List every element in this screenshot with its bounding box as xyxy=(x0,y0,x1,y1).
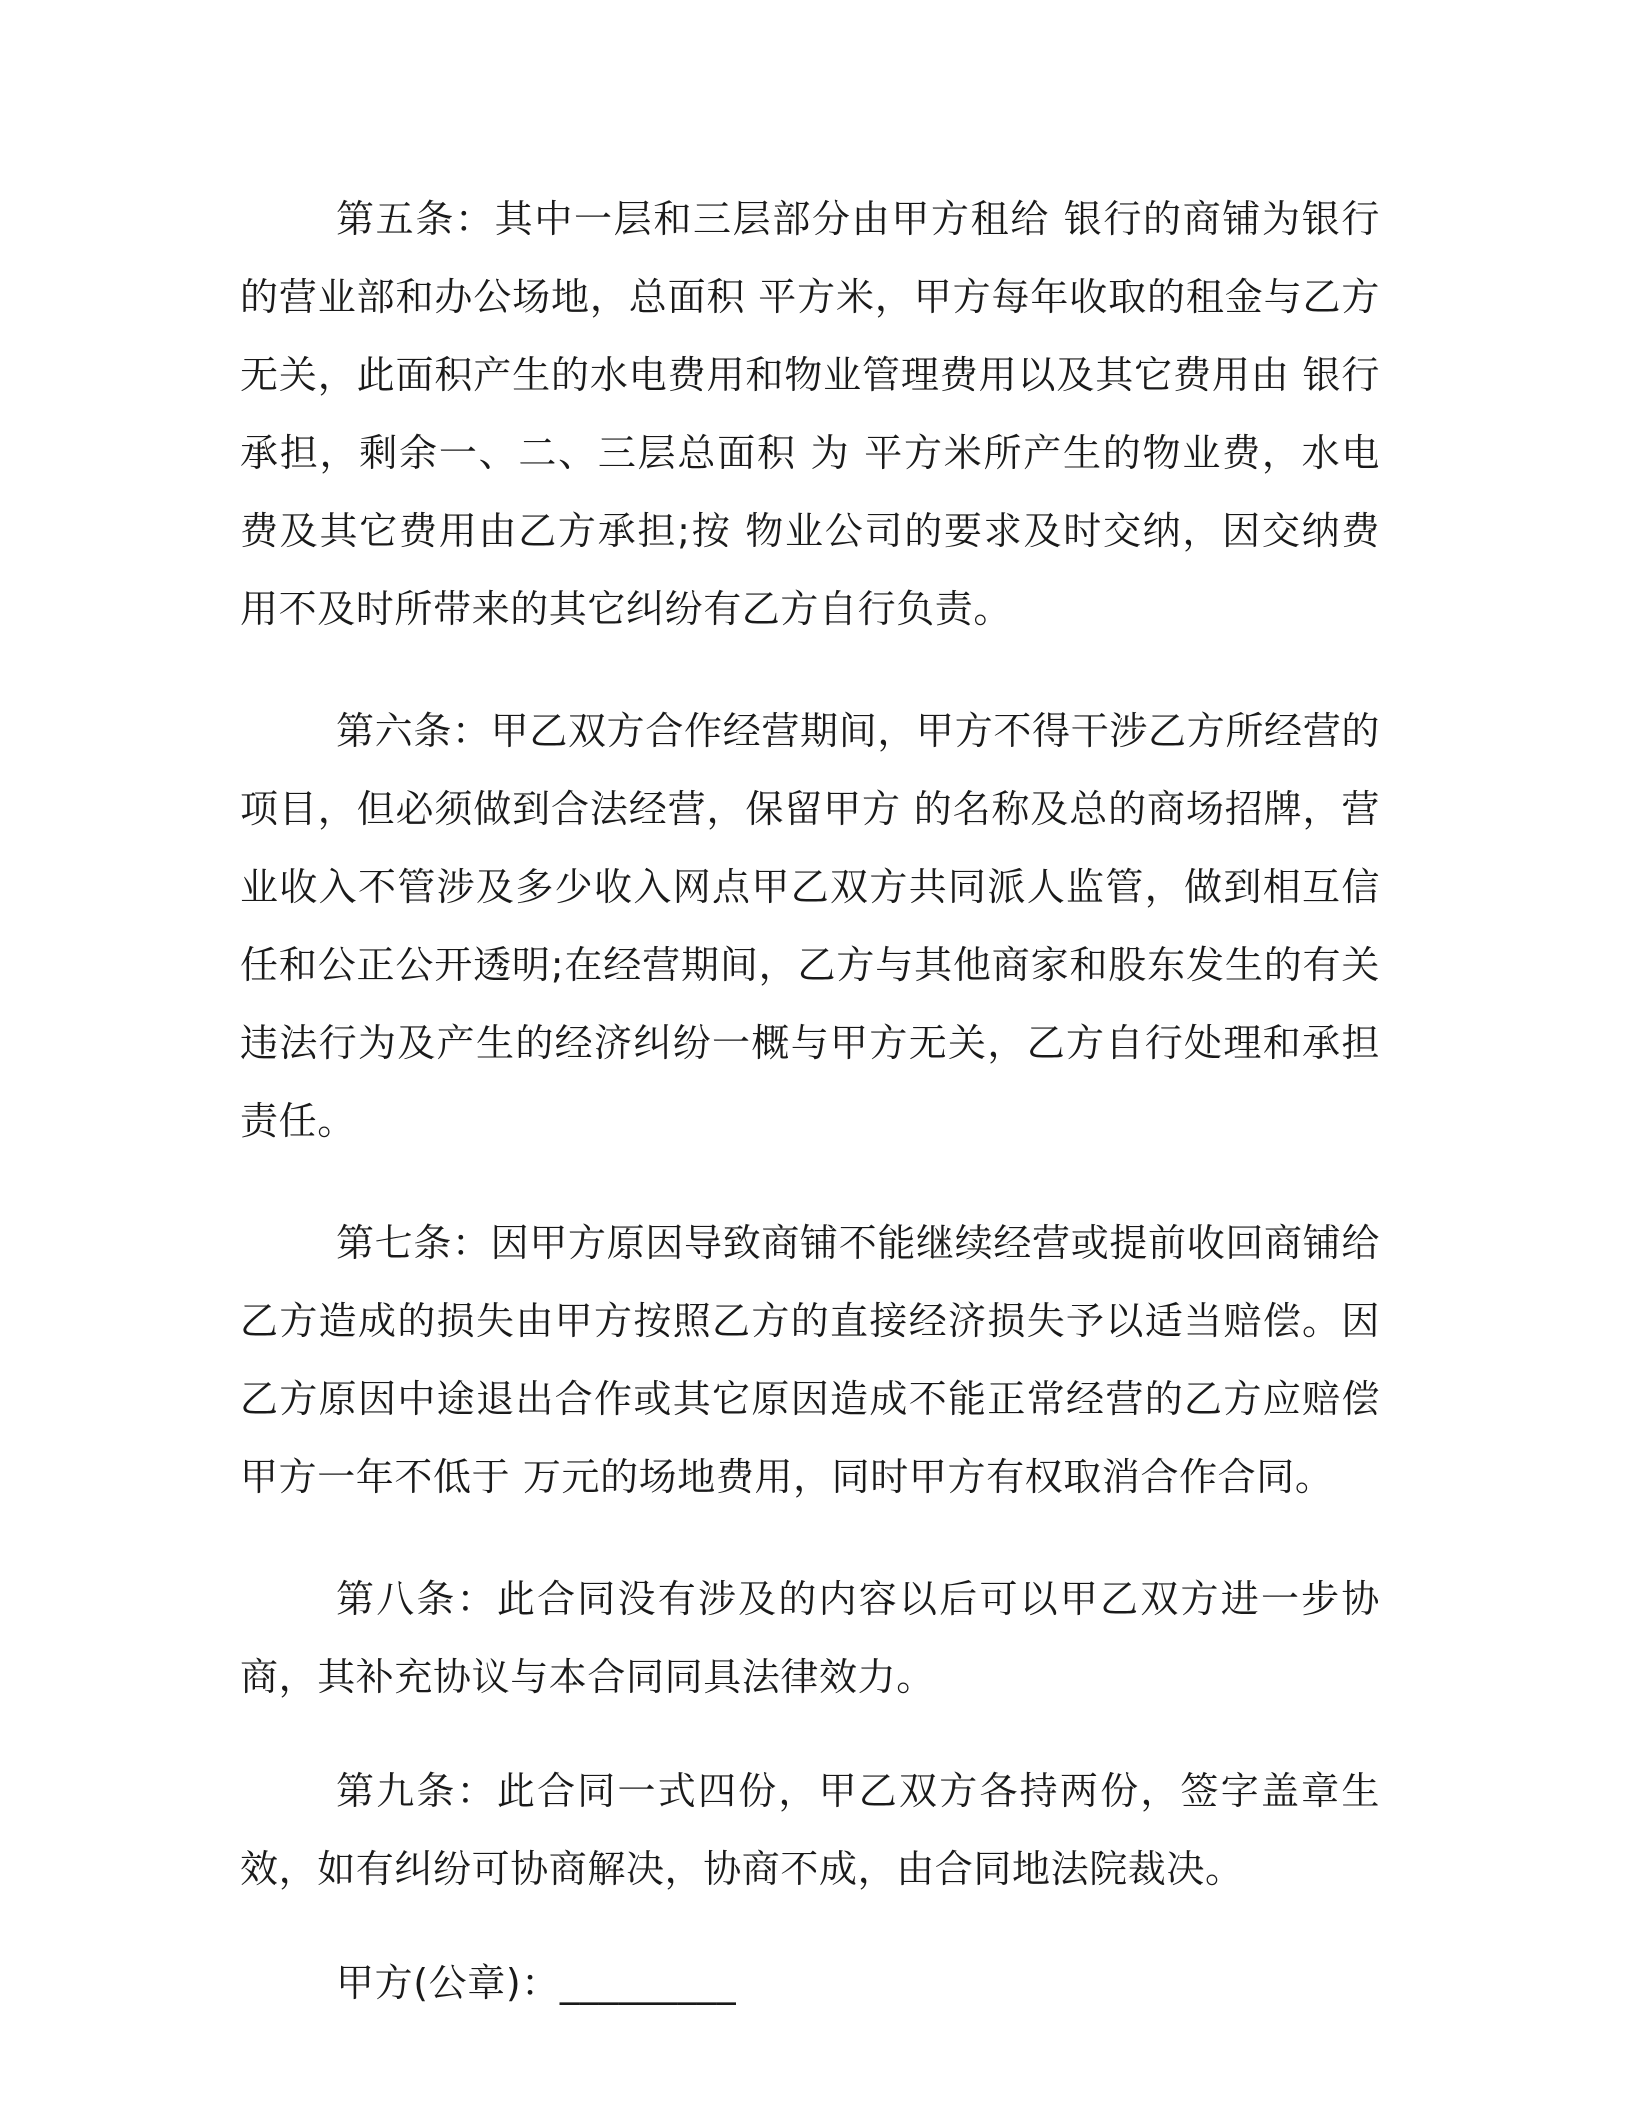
party-a-seal-label: 甲方(公章)： xyxy=(336,1961,560,2005)
article-5-paragraph: 第五条：其中一层和三层部分由甲方租给 银行的商铺为银行的营业部和办公场地，总面积 平方米，甲方每年收取的租金与乙方无关，此面积产生的水电费用和物业管理费用以及其它费用由 银行承担，剩余一、二、三层总面积 为 平方米所产生的物业费，水电费及其它费用由乙方承担;按 物业公司的要求及时交纳，因交纳费用不及时所带来的其它纠纷有乙方自行负责。 xyxy=(240,197,1380,631)
document-body xyxy=(240,180,1380,2022)
article-8-paragraph: 第八条：此合同没有涉及的内容以后可以甲乙双方进一步协商，其补充协议与本合同同具法律效力。 xyxy=(240,1577,1380,1699)
party-a-signature xyxy=(240,1944,1380,2022)
article-6-paragraph: 第六条：甲乙双方合作经营期间，甲方不得干涉乙方所经营的项目，但必须做到合法经营，保留甲方 的名称及总的商场招牌，营业收入不管涉及多少收入网点甲乙双方共同派人监管，做到相互信任和公正公开透明;在经营期间，乙方与其他商家和股东发生的有关违法行为及产生的经济纠纷一概与甲方无关，乙方自行处理和承担责任。 xyxy=(240,709,1380,1143)
party-a-signature-line: _________ xyxy=(559,1961,737,2005)
article-9-paragraph: 第九条：此合同一式四份，甲乙双方各持两份，签字盖章生效，如有纠纷可协商解决，协商不成，由合同地法院裁决。 xyxy=(240,1769,1380,1891)
article-7-paragraph: 第七条：因甲方原因导致商铺不能继续经营或提前收回商铺给乙方造成的损失由甲方按照乙方的直接经济损失予以适当赔偿。因乙方原因中途退出合作或其它原因造成不能正常经营的乙方应赔偿甲方一年不低于 万元的场地费用，同时甲方有权取消合作合同。 xyxy=(240,1221,1380,1499)
